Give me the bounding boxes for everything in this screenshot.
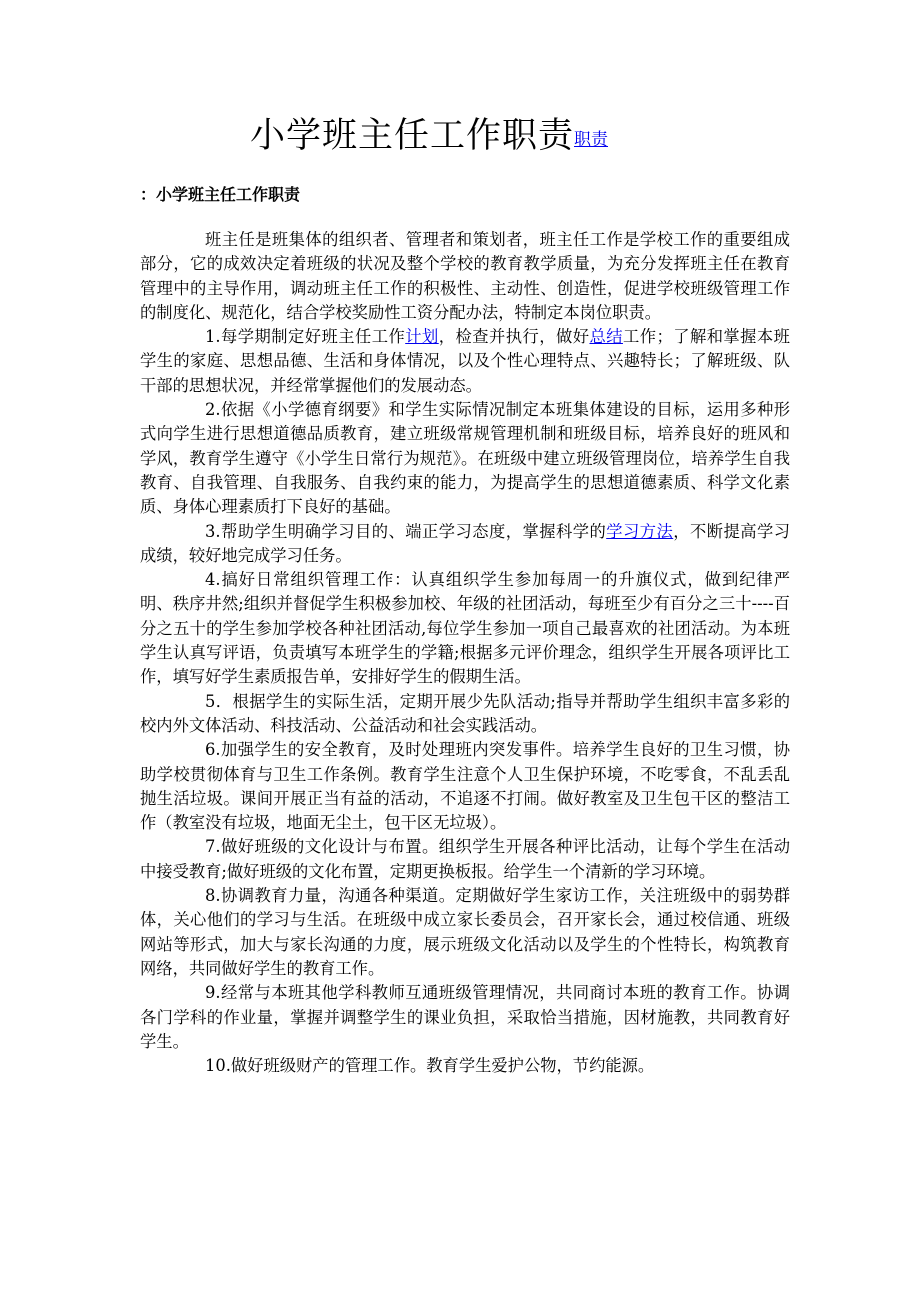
page-title: 小学班主任工作职责 — [250, 116, 575, 156]
paragraph-1-text-b: ，检查并执行，做好 — [438, 327, 590, 347]
paragraph-1 — [140, 325, 790, 398]
paragraph-6: 6.加强学生的安全教育，及时处理班内突发事件。培养学生良好的卫生习惯，协助学校贯彻体育与卫生工作条例。教育学生注意个人卫生保护环境，不吃零食，不乱丢乱抛生活垃圾。课间开展正当有益的活动，不追逐不打闹。做好教室及卫生包干区的整洁工作（教室没有垃圾，地面无尘土，包干区无垃圾）。 — [140, 740, 790, 833]
summary-link[interactable]: 总结 — [589, 327, 623, 347]
paragraph-7: 7.做好班级的文化设计与布置。组织学生开展各种评比活动，让每个学生在活动中接受教育;做好班级的文化布置，定期更换板报。给学生一个清新的学习环境。 — [140, 837, 790, 881]
paragraph-3 — [140, 520, 790, 569]
paragraph-intro: 班主任是班集体的组织者、管理者和策划者，班主任工作是学校工作的重要组成部分，它的成效决定着班级的状况及整个学校的教育教学质量，为充分发挥班主任在教育管理中的主导作用，调动班主任工作的积极性、主动性、创造性，促进学校班级管理工作的制度化、规范化，结合学校奖励性工资分配办法，特制定本岗位职责。 — [140, 230, 790, 322]
paragraph-8: 8.协调教育力量，沟通各种渠道。定期做好学生家访工作，关注班级中的弱势群体，关心他们的学习与生活。在班级中成立家长委员会，召开家长会，通过校信通、班级网站等形式，加大与家长沟通的力度，展示班级文化活动以及学生的个性特长，构筑教育网络，共同做好学生的教育工作。 — [140, 886, 790, 978]
paragraph-10: 10.做好班级财产的管理工作。教育学生爱护公物，节约能源。 — [205, 1056, 655, 1076]
paragraph-9: 9.经常与本班其他学科教师互通班级管理情况，共同商讨本班的教育工作。协调各门学科的作业量，掌握并调整学生的课业负担，采取恰当措施，因材施教，共同教育好学生。 — [140, 983, 790, 1051]
paragraph-3-text-b: ，不断提高学习成绩，较好地完成学习任务。 — [140, 521, 790, 565]
paragraph-1-text-a: 1.每学期制定好班主任工作 — [205, 327, 406, 347]
study-method-link[interactable]: 学习方法 — [606, 521, 674, 541]
subtitle: ：小学班主任工作职责 — [140, 185, 301, 204]
title-row — [250, 112, 770, 160]
paragraph-3-text-a: 3.帮助学生明确学习目的、端正学习态度，掌握科学的 — [205, 521, 607, 541]
paragraph-5: 5．根据学生的实际生活，定期开展少先队活动;指导并帮助学生组织丰富多彩的校内外文体活动、科技活动、公益活动和社会实践活动。 — [140, 691, 790, 735]
title-link[interactable]: 职责 — [574, 130, 609, 150]
paragraph-1-text-c: 工作；了解和掌握本班学生的家庭、思想品德、生活和身体情况，以及个性心理特点、兴趣特长；了解班级、队干部的思想状况，并经常掌握他们的发展动态。 — [140, 327, 790, 395]
paragraph-2: 2.依据《小学德育纲要》和学生实际情况制定本班集体建设的目标，运用多种形式向学生进行思想道德品质教育，建立班级常规管理机制和班级目标，培养良好的班风和学风，教育学生遵守《小学生日常行为规范》。在班级中建立班级管理岗位，培养学生自我教育、自我管理、自我服务、自我约束的能力，为提高学生的思想道德素质、科学文化素质、身体心理素质打下良好的基础。 — [140, 400, 790, 517]
paragraph-4: 4.搞好日常组织管理工作：认真组织学生参加每周一的升旗仪式，做到纪律严明、秩序井然;组织并督促学生积极参加校、年级的社团活动，每班至少有百分之三十----百分之五十的学生参加学校各种社团活动,每位学生参加一项自己最喜欢的社团活动。为本班学生认真写评语，负责填写本班学生的学籍;根据多元评价理念，组织学生开展各项评比工作，填写好学生素质报告单，安排好学生的假期生活。 — [140, 570, 790, 687]
plan-link[interactable]: 计划 — [405, 327, 439, 347]
document-body — [140, 228, 790, 1078]
